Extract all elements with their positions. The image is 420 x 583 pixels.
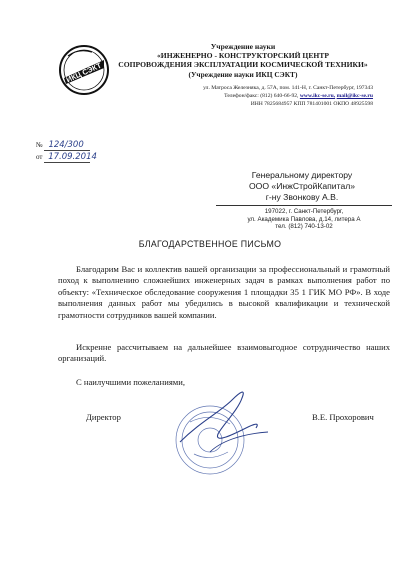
- letter-paragraph-1: Благодарим Вас и коллектив вашей организации за профессиональный и грамотный поход к выполнению сложнейших инженерных задач в рамках выполнения работ по объекту: «Техническое обследование сооружения 1 площадки 35 1 ГИК МО РФ». В ходе выполнения данных работ мы убедились в высокой квалификации и технической грамотности сотрудников вашей компании.: [58, 264, 390, 320]
- handwritten-date: 17.09.2014: [44, 152, 90, 163]
- letter-paragraph-2: Искренне рассчитываем на дальнейшее взаимовыгодное сотрудничество наших организаций.: [58, 342, 390, 364]
- contact-line: [123, 93, 373, 101]
- handwritten-number: 124/300: [44, 140, 90, 151]
- addressee-address-line2: ул. Академика Павлова, д.14, литера А: [247, 215, 361, 223]
- institution-short-name: (Учреждение науки ИКЦ СЭКТ): [188, 69, 298, 79]
- outgoing-date: [36, 152, 97, 163]
- addressee-position: Генеральному директору: [251, 170, 353, 180]
- addressee-phone: тел. (812) 740-13-02: [275, 223, 333, 231]
- institution-name-line1: «ИНЖЕНЕРНО - КОНСТРУКТОРСКИЙ ЦЕНТР: [156, 51, 330, 60]
- signatory-name: В.Е. Прохорович: [312, 412, 374, 422]
- logo-text: ИКЦ СЭКТ: [64, 60, 103, 85]
- signature-stamp-image: [150, 382, 290, 482]
- institution-name-line2: СОПРОВОЖДЕНИЯ ЭКСПЛУАТАЦИИ КОСМИЧЕСКОЙ ТЕХНИКИ»: [118, 60, 368, 70]
- letter-title: БЛАГОДАРСТВЕННОЕ ПИСЬМО: [138, 239, 282, 249]
- letter-closing: С наилучшими пожеланиями,: [76, 377, 185, 387]
- website-link[interactable]: www.ikc-se.ru,: [299, 92, 336, 99]
- email-link[interactable]: mail@ikc-se.ru: [336, 92, 373, 99]
- date-label: от: [36, 153, 43, 161]
- addressee-divider: [216, 205, 392, 206]
- institution-type: Учреждение науки: [210, 42, 276, 51]
- organization-address: ул. Матроса Железняка, д. 57А, пом. 141-Н, г. Санкт-Петербург, 197343: [203, 85, 373, 91]
- addressee-address-line1: 197022, г. Санкт-Петербург,: [264, 208, 344, 215]
- outgoing-number: [36, 140, 90, 151]
- signatory-title: Директор: [86, 412, 121, 422]
- requisites: ИНН 7825684957 КПП 781401001 ОКПО 48925598: [250, 100, 373, 107]
- addressee-name: г-ну Звонкову А.В.: [265, 192, 339, 203]
- phone-fax: Телефон/факс: (812) 640-66-92,: [224, 92, 299, 99]
- addressee-address: [216, 208, 392, 231]
- addressee-company: ООО «ИнжСтройКапитал»: [248, 181, 356, 192]
- addressee-block: [212, 170, 392, 204]
- letterhead: [112, 42, 374, 79]
- organization-logo: [58, 44, 110, 96]
- number-label: №: [36, 141, 43, 149]
- letterhead-contacts: [123, 85, 373, 108]
